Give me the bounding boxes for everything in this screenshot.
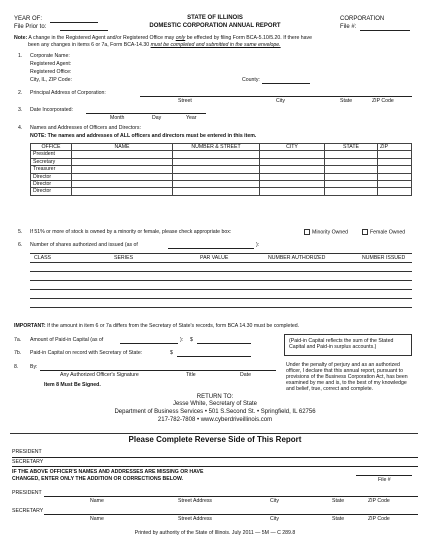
day-caption: Day: [152, 115, 162, 121]
year-of-label: YEAR OF:: [14, 16, 43, 22]
name-cell[interactable]: [72, 158, 173, 165]
street-cell[interactable]: [173, 188, 260, 195]
city-cell[interactable]: [260, 188, 325, 195]
header-par-value: PAR VALUE: [200, 255, 229, 261]
note-line-1: [14, 35, 312, 41]
secretary-name-caption: Name: [90, 516, 104, 522]
table-row: [31, 188, 412, 195]
footer-printed-by: Printed by authority of the State of Illinois. July 2011 — 5M — C 289.8: [134, 530, 296, 536]
reverse-president-label: PRESIDENT: [12, 449, 42, 455]
note-text-2: be effected by filing Form BCA-5.10/5.20. If there have: [186, 35, 313, 41]
registered-agent-label: Registered Agent:: [30, 61, 72, 67]
month-caption: Month: [110, 115, 125, 121]
street-cell[interactable]: [173, 181, 260, 188]
principal-address-line[interactable]: [140, 96, 412, 97]
city-caption: City: [276, 98, 285, 104]
shares-row-line[interactable]: [30, 289, 412, 290]
reverse-president-line[interactable]: [12, 457, 418, 458]
reverse-file-number-label: File #: [378, 477, 391, 483]
paid-in-capital-note-box: [284, 334, 412, 356]
missing-notice-line-2: CHANGED, ENTER ONLY THE ADDITION OR CORRECTIONS BELOW.: [12, 476, 184, 482]
note-only: only: [175, 35, 186, 41]
city-cell[interactable]: [260, 158, 325, 165]
female-owned-option[interactable]: [362, 229, 405, 235]
table-row: [31, 181, 412, 188]
year-caption: Year: [186, 115, 197, 121]
return-to-department: Department of Business Services • 501 S.Second St. • Springfield, IL 62756: [114, 409, 316, 415]
street-caption: Street: [178, 98, 192, 104]
note-text-4: must be completed and submitted in the same envelope.: [150, 42, 281, 48]
zip-cell[interactable]: [378, 158, 412, 165]
shares-row-line[interactable]: [30, 271, 412, 272]
reverse-divider: [10, 433, 418, 434]
city-zip-label: City, IL, ZIP Code:: [30, 77, 72, 83]
reverse-secretary-label: SECRETARY: [12, 459, 44, 465]
street-cell[interactable]: [173, 173, 260, 180]
female-owned-checkbox[interactable]: [362, 229, 368, 235]
street-cell[interactable]: [173, 151, 260, 158]
president-street-caption: Street Address: [178, 498, 213, 504]
correction-president-line[interactable]: [44, 496, 418, 497]
president-name-caption: Name: [90, 498, 104, 504]
return-to-label: RETURN TO:: [196, 394, 234, 400]
reverse-secretary-line[interactable]: [12, 466, 418, 467]
header-city: CITY: [260, 144, 325, 151]
paid-in-capital-label: Amount of Paid-in Capital (as of: [30, 337, 104, 343]
state-caption: State: [340, 98, 353, 104]
officers-directors-label: Names and Addresses of Officers and Directors:: [30, 125, 141, 131]
city-cell[interactable]: [260, 166, 325, 173]
header-office: OFFICE: [31, 144, 72, 151]
state-cell[interactable]: [325, 166, 378, 173]
table-row: [31, 158, 412, 165]
minority-owned-option[interactable]: [304, 229, 348, 235]
zip-cell[interactable]: [378, 151, 412, 158]
item4-number: 4.: [18, 125, 23, 131]
minority-owned-checkbox[interactable]: [304, 229, 310, 235]
shares-label-suffix: ):: [256, 242, 260, 248]
item3-number: 3.: [18, 107, 23, 113]
state-cell[interactable]: [325, 188, 378, 195]
capital-on-record-amount-line[interactable]: [177, 356, 251, 357]
paid-in-capital-amount-line[interactable]: [197, 343, 251, 344]
header-number-issued: NUMBER ISSUED: [362, 255, 406, 261]
year-of-line[interactable]: [50, 22, 98, 23]
female-owned-label: Female Owned: [370, 229, 406, 236]
must-sign-note: Item 8 Must Be Signed.: [44, 382, 101, 388]
office-cell: Director: [31, 173, 72, 180]
state-cell[interactable]: [325, 158, 378, 165]
city-cell[interactable]: [260, 181, 325, 188]
city-cell[interactable]: [260, 151, 325, 158]
paid-in-capital-dollar: $: [190, 337, 193, 343]
table-row: [31, 173, 412, 180]
missing-notice-line-1: IF THE ABOVE OFFICER'S NAMES AND ADDRESSES ARE MISSING OR HAVE: [12, 469, 204, 475]
signature-caption: Any Authorized Officer's Signature: [60, 372, 139, 378]
paid-in-capital-as-of-line[interactable]: [120, 343, 178, 344]
shares-header-top-rule: [30, 253, 412, 254]
item2-number: 2.: [18, 90, 23, 96]
street-cell[interactable]: [173, 166, 260, 173]
important-label: IMPORTANT:: [14, 323, 46, 329]
date-incorporated-line[interactable]: [86, 113, 206, 114]
president-city-caption: City: [270, 498, 279, 504]
return-to-contact: 217-782-7808 • www.cyberdriveillinois.com: [157, 417, 273, 423]
name-cell[interactable]: [72, 173, 173, 180]
shares-label: Number of shares authorized and issued (as of: [30, 242, 138, 248]
date-caption: Date: [240, 372, 251, 378]
president-zip-caption: ZIP Code: [368, 498, 390, 504]
county-label: County:: [242, 77, 260, 83]
correction-secretary-line[interactable]: [44, 514, 418, 515]
shares-row-line[interactable]: [30, 298, 412, 299]
minority-female-label: If 51% or more of stock is owned by a minority or female, please check appropriate box:: [30, 229, 232, 235]
item7b-number: 7b.: [14, 350, 22, 356]
by-label: By:: [30, 364, 38, 370]
item7a-number: 7a.: [14, 337, 22, 343]
date-incorporated-label: Date Incorporated:: [30, 107, 73, 113]
header-series: SERIES: [114, 255, 134, 261]
secretary-city-caption: City: [270, 516, 279, 522]
officers-note: NOTE: The names and addresses of ALL officers and directors must be entered in this item.: [30, 133, 257, 139]
report-title: DOMESTIC CORPORATION ANNUAL REPORT: [149, 23, 281, 29]
header-zip: ZIP: [378, 144, 412, 151]
perjury-statement: Under the penalty of perjury and as an authorized officer, I declare that this annual report, pursuant to provisions of the Business Corporation Act, has been examined by me and is, to the best of my knowledge and belief, true, correct and complete.: [286, 362, 408, 392]
street-cell[interactable]: [173, 158, 260, 165]
corporate-name-label: Corporate Name:: [30, 53, 70, 59]
file-number-label: File #:: [340, 24, 357, 30]
item8-number: 8.: [14, 364, 19, 370]
name-cell[interactable]: [72, 181, 173, 188]
return-to-name: Jesse White, Secretary of State: [172, 401, 258, 407]
officers-table-header: [31, 144, 412, 151]
shares-as-of-line[interactable]: [168, 248, 254, 249]
signature-line[interactable]: [40, 370, 276, 371]
paid-in-capital-suffix: ):: [180, 337, 184, 343]
zip-caption: ZIP Code: [372, 98, 394, 104]
name-cell[interactable]: [72, 188, 173, 195]
note-line-2: [28, 42, 281, 48]
office-cell: Director: [31, 181, 72, 188]
item5-number: 5.: [18, 229, 23, 235]
shares-row-line[interactable]: [30, 262, 412, 263]
shares-row-line[interactable]: [30, 307, 412, 308]
corporation-label: CORPORATION: [340, 16, 385, 22]
state-cell[interactable]: [325, 181, 378, 188]
secretary-street-caption: Street Address: [178, 516, 213, 522]
secretary-zip-caption: ZIP Code: [368, 516, 390, 522]
city-cell[interactable]: [260, 173, 325, 180]
paid-in-capital-note: (Paid-in Capital reflects the sum of the Stated Capital and Paid-in surplus accounts.): [289, 338, 394, 350]
minority-owned-label: Minority Owned: [312, 229, 349, 236]
reverse-heading: Please Complete Reverse Side of This Report: [128, 435, 302, 444]
file-prior-to-line[interactable]: [60, 30, 108, 31]
correction-secretary-label: SECRETARY: [12, 508, 44, 514]
office-cell: President: [31, 151, 72, 158]
reverse-file-number-line[interactable]: [356, 475, 412, 476]
zip-cell[interactable]: [378, 188, 412, 195]
principal-address-label: Principal Address of Corporation:: [30, 90, 106, 96]
president-state-caption: State: [332, 498, 345, 504]
office-cell: Director: [31, 188, 72, 195]
title-caption: Title: [186, 372, 196, 378]
item1-number: 1.: [18, 53, 23, 59]
capital-on-record-label: Paid-in Capital on record with Secretary of State:: [30, 350, 143, 356]
note-text-3: been any changes in items 6 or 7a, Form BCA-14.30: [28, 42, 150, 48]
office-cell: Secretary: [31, 158, 72, 165]
note-text-1: A change in the Registered Agent and/or Registered Office may: [28, 35, 175, 41]
item6-number: 6.: [18, 242, 23, 248]
header-class: CLASS: [34, 255, 52, 261]
table-row: [31, 166, 412, 173]
zip-cell[interactable]: [378, 166, 412, 173]
zip-cell[interactable]: [378, 181, 412, 188]
important-text: If the amount in item 6 or 7a differs from the Secretary of State's records, form BCA 14.30 must be completed.: [47, 323, 300, 329]
state-cell[interactable]: [325, 151, 378, 158]
zip-cell[interactable]: [378, 173, 412, 180]
state-cell[interactable]: [325, 173, 378, 180]
file-prior-to-label: File Prior to:: [14, 24, 47, 30]
office-cell: Treasurer: [31, 166, 72, 173]
county-line[interactable]: [262, 83, 310, 84]
correction-president-label: PRESIDENT: [12, 490, 42, 496]
capital-on-record-dollar: $: [170, 350, 173, 356]
header-number-street: NUMBER & STREET: [173, 144, 260, 151]
note-prefix: Note:: [14, 35, 28, 41]
header-number-authorized: NUMBER AUTHORIZED: [268, 255, 326, 261]
officers-table: [30, 143, 412, 196]
name-cell[interactable]: [72, 151, 173, 158]
registered-office-label: Registered Office:: [30, 69, 72, 75]
header-state: STATE: [325, 144, 378, 151]
table-row: [31, 151, 412, 158]
important-note: [14, 323, 299, 329]
shares-row-line[interactable]: [30, 280, 412, 281]
header-name: NAME: [72, 144, 173, 151]
state-title: STATE OF ILLINOIS: [187, 15, 243, 21]
file-number-line[interactable]: [360, 30, 410, 31]
secretary-state-caption: State: [332, 516, 345, 522]
name-cell[interactable]: [72, 166, 173, 173]
